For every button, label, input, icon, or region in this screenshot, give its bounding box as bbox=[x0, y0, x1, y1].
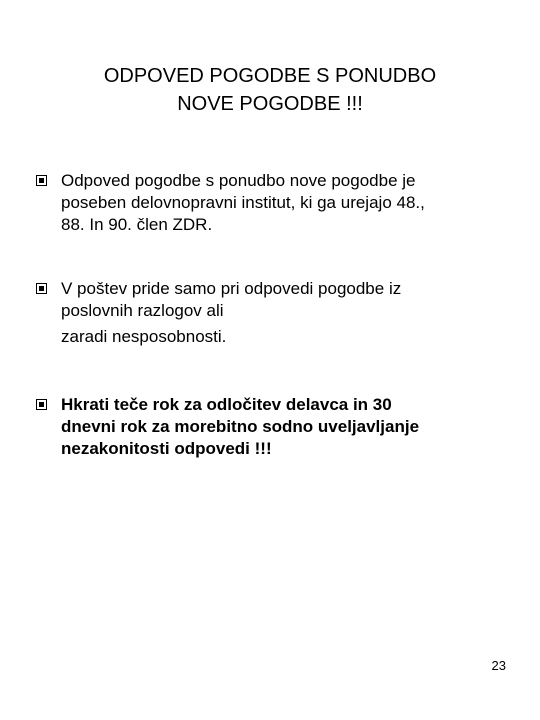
checkbox-bullet-icon bbox=[36, 283, 47, 294]
bullet-3-line-3: nezakonitosti odpovedi !!! bbox=[61, 439, 272, 458]
slide-title bbox=[0, 62, 540, 118]
bullet-1-line-2: poseben delovnopravni institut, ki ga urejajo 48., bbox=[61, 193, 425, 212]
bullet-text-2 bbox=[61, 278, 506, 352]
bullet-text-3 bbox=[61, 394, 506, 460]
slide-title-line-1: ODPOVED POGODBE S PONUDBO bbox=[103, 65, 437, 87]
bullet-item-3 bbox=[36, 394, 506, 460]
bullet-3-line-2: dnevni rok za morebitno sodno uveljavljanje bbox=[61, 417, 420, 436]
slide-title-line-2: NOVE POGODBE !!! bbox=[177, 93, 363, 115]
bullet-item-2 bbox=[36, 278, 506, 352]
bullet-text-1 bbox=[61, 170, 506, 236]
bullet-3-line-1: Hkrati teče rok za odločitev delavca in 30 bbox=[61, 395, 392, 414]
bullet-list bbox=[36, 170, 506, 502]
checkbox-bullet-icon bbox=[36, 175, 47, 186]
bullet-item-1 bbox=[36, 170, 506, 236]
bullet-1-line-3: 88. In 90. člen ZDR. bbox=[61, 215, 213, 234]
bullet-2-line-2: poslovnih razlogov ali bbox=[61, 301, 224, 320]
bullet-2-line-1: V poštev pride samo pri odpovedi pogodbe iz bbox=[61, 279, 402, 298]
bullet-2-line-3: zaradi nesposobnosti. bbox=[61, 327, 227, 346]
page-number: 23 bbox=[491, 658, 506, 673]
bullet-1-line-1: Odpoved pogodbe s ponudbo nove pogodbe je bbox=[61, 171, 416, 190]
checkbox-bullet-icon bbox=[36, 399, 47, 410]
